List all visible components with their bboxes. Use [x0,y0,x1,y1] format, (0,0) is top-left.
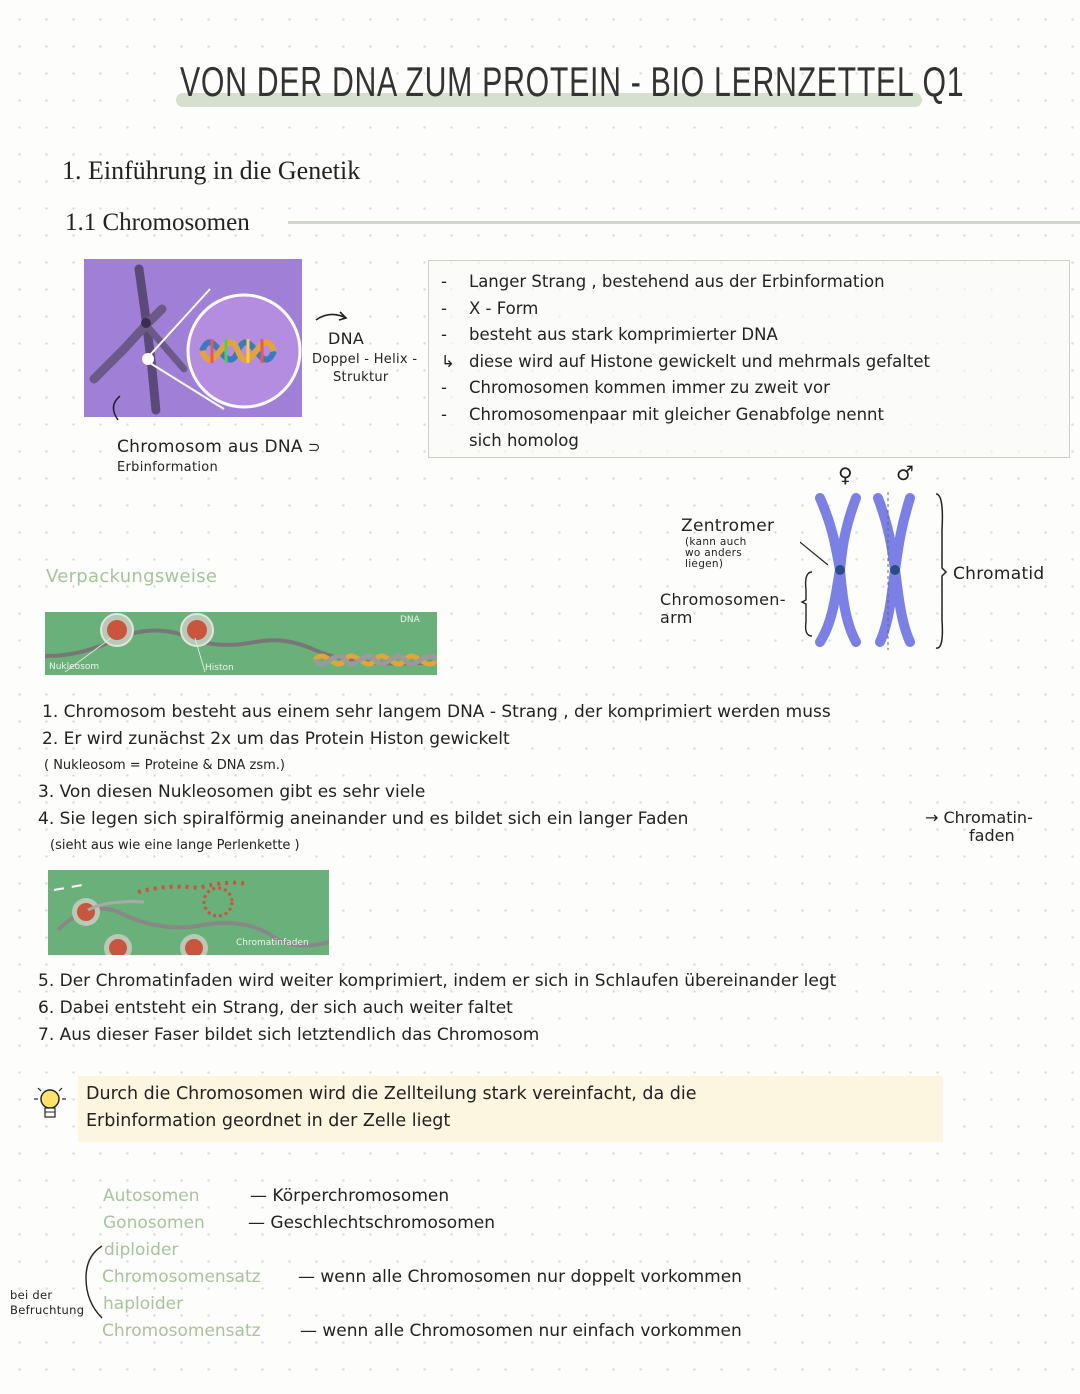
chromosome-caption-sub: Erbinformation [117,460,219,475]
info-list [441,269,930,455]
helix-label-line2: Struktur [333,370,389,385]
zentromer-label: Zentromer [681,516,775,536]
def-gonosomen: — Geschlechtschromosomen [248,1213,495,1233]
info-item: - Chromosomen kommen immer zu zweit vor [441,378,830,397]
curved-arrow-icon [104,394,128,424]
step-5: 5. Der Chromatinfaden wird weiter komprimiert, indem er sich in Schlaufen übereinander legt [38,971,837,991]
tip-line-1: Durch die Chromosomen wird die Zellteilung stark vereinfacht, da die [86,1084,697,1104]
chromosome-caption-text: Chromosom aus DNA [117,437,303,457]
step-3: 3. Von diesen Nukleosomen gibt es sehr viele [38,782,426,802]
nukleosom-label: Nukleosom [49,662,100,672]
step-4: 4. Sie legen sich spiralförmig aneinander und es bildet sich ein langer Faden [38,809,689,829]
note-perlenkette: (sieht aus wie eine lange Perlenkette ) [50,838,300,853]
caption-arrow-icon: ⊃ [302,438,321,456]
side-note: bei der Befruchtung [10,1288,85,1317]
info-item: - Chromosomenpaar mit gleicher Genabfolge nennt [441,404,884,424]
info-item: sich homolog [469,431,579,450]
dna-label: DNA [328,329,365,348]
term-diploid-1: diploider [104,1240,179,1260]
chromosome-info-box [428,260,1070,458]
chromosome-arm-label: Chromosomen- arm [660,590,786,627]
arrow-icon [312,306,352,326]
def-diploid: — wenn alle Chromosomen nur doppelt vorkommen [298,1267,742,1287]
chromatid-label: Chromatid [953,564,1045,584]
female-symbol: ♀ [838,463,853,487]
chromosome-caption [117,437,321,457]
info-item: - Langer Strang , bestehend aus der Erbinformation [441,272,885,291]
info-item: ↳ diese wird auf Histone gewickelt und mehrmals gefaltet [441,351,930,371]
term-haploid-1: haploider [103,1294,184,1314]
heading-genetics: 1. Einführung in die Genetik [62,156,361,185]
term-haploid-2: Chromosomensatz [102,1321,261,1341]
packaging-heading: Verpackungsweise [46,566,218,587]
nucleosome-illustration [45,612,437,675]
info-item: - X - Form [441,298,539,318]
step-7: 7. Aus dieser Faser bildet sich letztendlich das Chromosom [38,1025,540,1045]
term-gonosomen: Gonosomen [103,1213,205,1233]
dna-figure-label: DNA [400,615,420,625]
heading-divider [288,221,1080,224]
chromatid-diagram [800,490,950,655]
def-haploid: — wenn alle Chromosomen nur einfach vorkommen [300,1321,742,1341]
step-1: 1. Chromosom besteht aus einem sehr langem DNA - Strang , der komprimiert werden muss [42,702,831,722]
step-2: 2. Er wird zunächst 2x um das Protein Histon gewickelt [42,729,510,749]
chromatin-result: → Chromatin- faden [925,808,1033,845]
term-diploid-2: Chromosomensatz [102,1267,261,1287]
page-title: VON DER DNA ZUM PROTEIN - BIO LERNZETTEL Q1 [180,58,965,105]
lightbulb-icon [30,1083,72,1125]
nucleosome-figure [45,612,437,675]
chromatinfaden-label: Chromatinfaden [236,938,309,948]
histon-label: Histon [205,663,234,673]
def-autosomen: — Körperchromosomen [250,1186,450,1206]
note-nukleosom: ( Nukleosom = Proteine & DNA zsm.) [44,758,286,773]
male-symbol: ♂ [896,461,915,485]
chromatin-figure [48,870,329,955]
zentromer-note: (kann auch wo anders liegen) [685,536,747,570]
heading-chromosomes: 1.1 Chromosomen [65,209,250,236]
tip-line-2: Erbinformation geordnet in der Zelle liegt [86,1111,451,1131]
helix-label-line1: Doppel - Helix - [312,352,418,367]
tip-box [78,1076,943,1142]
info-item: - besteht aus stark komprimierter DNA [441,325,778,344]
term-autosomen: Autosomen [103,1186,200,1206]
step-6: 6. Dabei entsteht ein Strang, der sich auch weiter faltet [38,998,513,1018]
